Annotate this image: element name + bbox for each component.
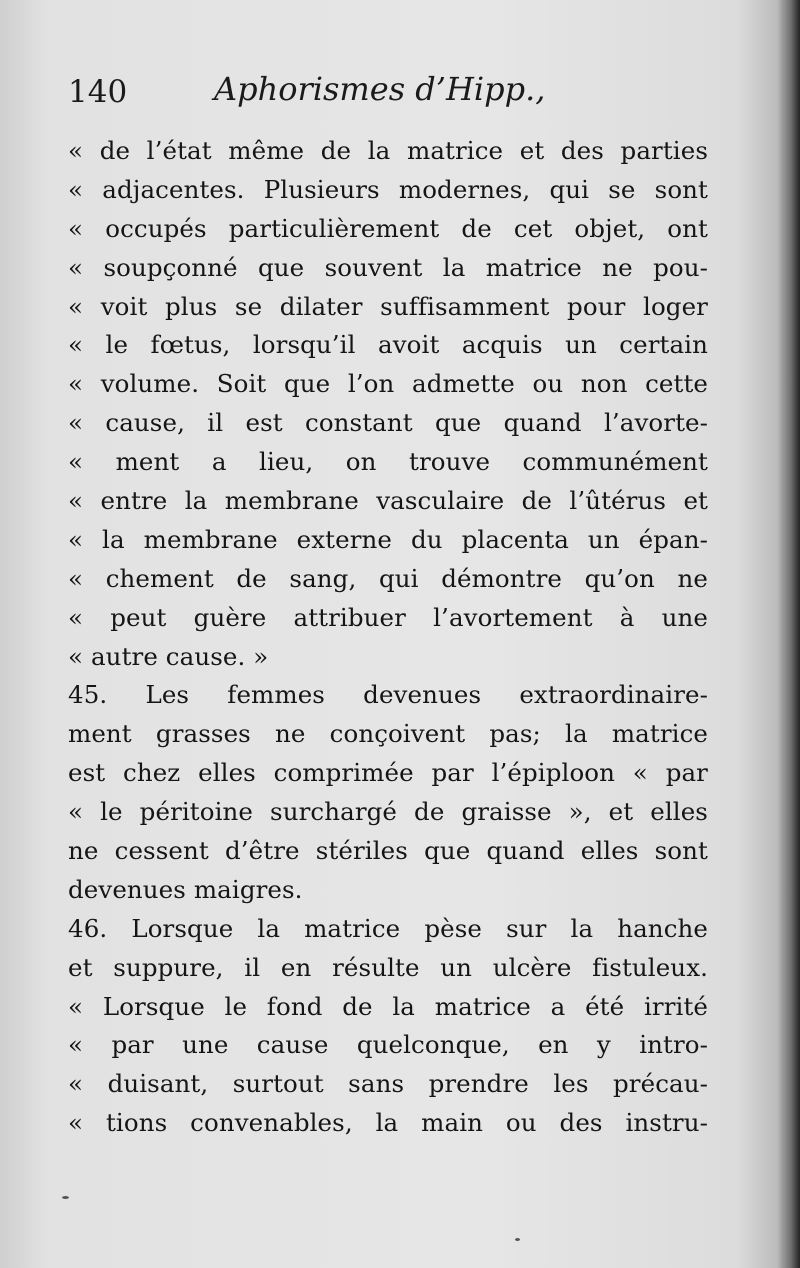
text-line: « tions convenables, la main ou des instru- [68, 1108, 708, 1138]
text-line: « la membrane externe du placenta un épan- [68, 524, 708, 554]
paper-speck [515, 1238, 520, 1241]
text-line: « chement de sang, qui démontre qu’on ne [68, 563, 708, 593]
text-line: « voit plus se dilater suffisamment pour loger [68, 291, 708, 321]
text-line: « de l’état même de la matrice et des parties [68, 136, 708, 165]
text-line: est chez elles comprimée par l’épiploon « par [68, 758, 708, 788]
paragraph-46-line: 46. Lorsque la matrice pèse sur la hanche [68, 913, 708, 943]
text-line: « volume. Soit que l’on admette ou non cette [68, 369, 708, 399]
text-line: « le fœtus, lorsqu’il avoit acquis un certain [68, 330, 708, 360]
paragraph-45-line: 45. Les femmes devenues extraordinaire- [68, 680, 708, 710]
text-line: « duisant, surtout sans prendre les précau- [68, 1069, 708, 1099]
page-number: 140 [68, 74, 128, 110]
text-line: « ment a lieu, on trouve communément [68, 447, 708, 477]
text-line: « cause, il est constant que quand l’avorte- [68, 408, 708, 438]
text-line: « soupçonné que souvent la matrice ne pou- [68, 252, 708, 282]
text-line: et suppure, il en résulte un ulcère fistuleux. [68, 952, 708, 982]
text-line: ne cessent d’être stériles que quand elles sont [68, 836, 708, 866]
text-line: « peut guère attribuer l’avortement à une [68, 602, 708, 632]
text-line: « Lorsque le fond de la matrice a été irrité [68, 991, 708, 1021]
text-line: ment grasses ne conçoivent pas; la matrice [68, 719, 708, 749]
text-line: « le péritoine surchargé de graisse », et elles [68, 797, 708, 827]
body-text [68, 132, 708, 1143]
text-line: « autre cause. » [68, 641, 269, 671]
text-line: « adjacentes. Plusieurs modernes, qui se sont [68, 174, 708, 204]
text-line: « occupés particulièrement de cet objet, ont [68, 213, 708, 243]
page-header [68, 70, 708, 114]
paper-speck [62, 1196, 69, 1199]
text-line: « par une cause quelconque, en y intro- [68, 1030, 708, 1060]
running-title: Aphorismes d’Hipp., [214, 70, 546, 108]
page-edge-shadow [778, 0, 800, 1268]
text-line: « entre la membrane vasculaire de l’ûtérus et [68, 486, 708, 516]
text-line: devenues maigres. [68, 874, 303, 904]
